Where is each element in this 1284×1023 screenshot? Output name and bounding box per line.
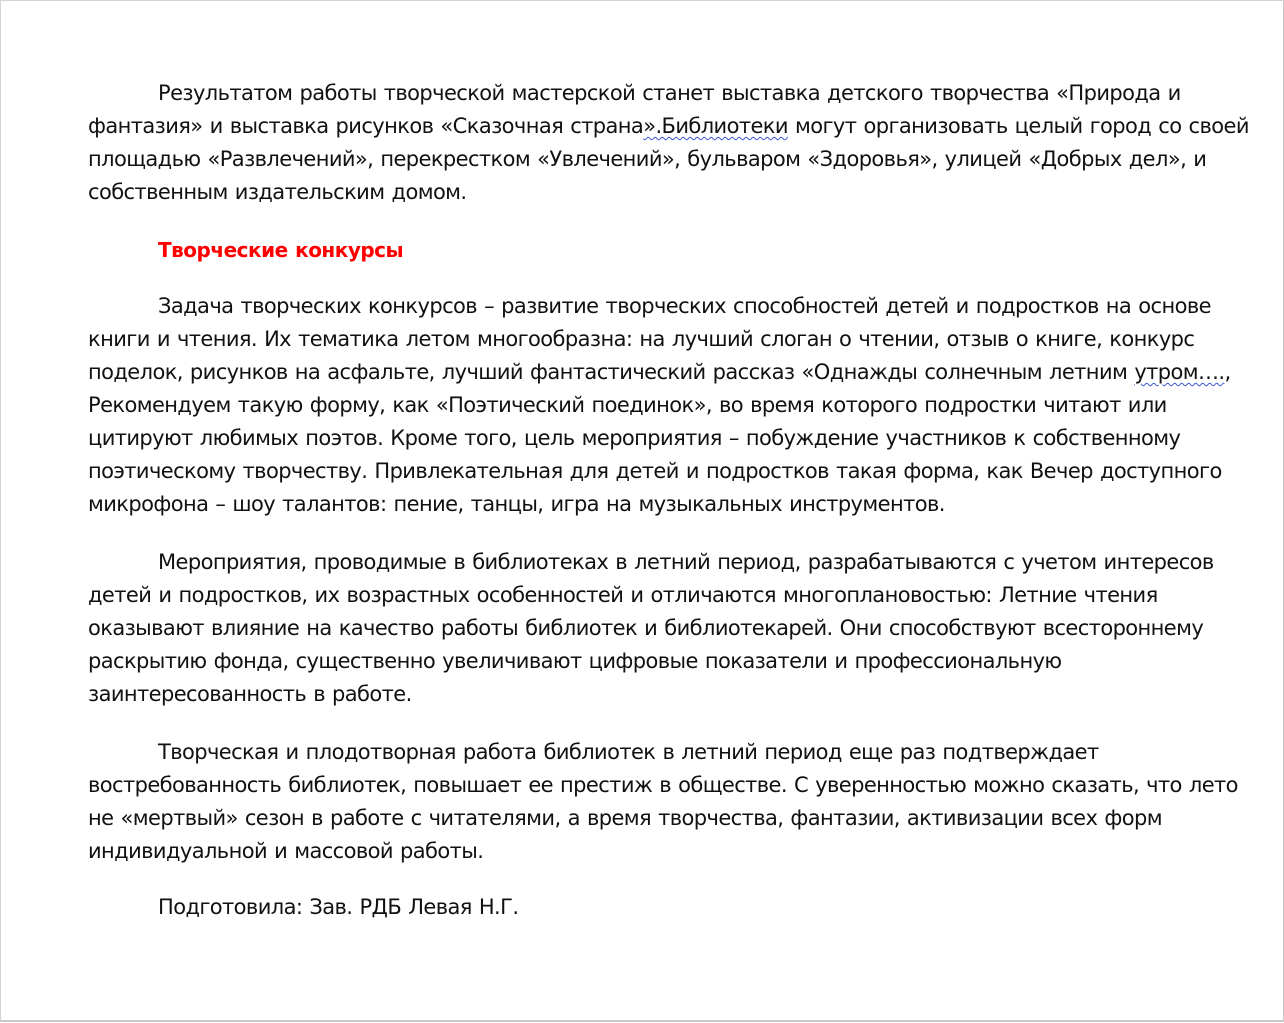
text-line: поэтическому творчеству. Привлекательная для детей и подростков такая форма, как Вечер доступного <box>88 459 1222 483</box>
text-line: цитируют любимых поэтов. Кроме того, цель мероприятия – побуждение участников к собственному <box>88 426 1181 450</box>
section-heading: Творческие конкурсы <box>158 238 404 262</box>
text-fragment: фантазия» и выставка рисунков «Сказочная страна <box>88 114 644 138</box>
text-fragment: поделок, рисунков на асфальте, лучший фантастический рассказ «Однажды солнечным летним <box>88 360 1135 384</box>
text-fragment: могут организовать целый город со своей <box>787 114 1249 138</box>
text-line: Рекомендуем такую форму, как «Поэтический поединок», во время которого подростки читают или <box>88 393 1167 417</box>
text-line: не «мертвый» сезон в работе с читателями, а время творчества, фантазии, активизации всех форм <box>88 806 1162 830</box>
text-line: Мероприятия, проводимые в библиотеках в летний период, разрабатываются с учетом интересов <box>158 550 1214 574</box>
paragraph-intro <box>88 77 1249 209</box>
text-line: площадью «Развлечений», перекрестком «Увлечений», бульваром «Здоровья», улицей «Добрых дел», и <box>88 147 1207 171</box>
text-fragment: , <box>1224 360 1231 384</box>
signature-text: Подготовила: Зав. РДБ Левая Н.Г. <box>158 895 519 919</box>
text-line: Творческая и плодотворная работа библиотек в летний период еще раз подтверждает <box>158 740 1099 764</box>
text-line <box>88 356 1231 389</box>
text-line: оказывают влияние на качество работы библиотек и библиотекарей. Они способствуют всестороннему <box>88 616 1204 640</box>
text-line: собственным издательским домом. <box>88 180 467 204</box>
spellcheck-flagged-word[interactable]: ».Библиотеки <box>643 114 788 138</box>
text-line: детей и подростков, их возрастных особенностей и отличаются многоплановостью: Летние чтения <box>88 583 1158 607</box>
text-line: раскрытию фонда, существенно увеличивают цифровые показатели и профессиональную <box>88 649 1062 673</box>
text-line: Задача творческих конкурсов – развитие творческих способностей детей и подростков на основе <box>158 294 1211 318</box>
paragraph-contests <box>88 290 1231 521</box>
text-line: книги и чтения. Их тематика летом многообразна: на лучший слоган о чтении, отзыв о книге, конкурс <box>88 327 1195 351</box>
spellcheck-flagged-word[interactable]: утром…. <box>1134 360 1225 384</box>
text-line: заинтересованность в работе. <box>88 682 412 706</box>
signature-line <box>88 891 1218 924</box>
paragraph-conclusion <box>88 736 1238 868</box>
text-line: востребованность библиотек, повышает ее престиж в обществе. С уверенностью можно сказать, что лето <box>88 773 1238 797</box>
text-line <box>88 110 1249 143</box>
text-line: Результатом работы творческой мастерской станет выставка детского творчества «Природа и <box>158 81 1181 105</box>
document-body[interactable] <box>88 77 1249 924</box>
text-line: микрофона – шоу талантов: пение, танцы, игра на музыкальных инструментов. <box>88 492 945 516</box>
paragraph-events <box>88 546 1218 711</box>
text-line: индивидуальной и массовой работы. <box>88 839 484 863</box>
